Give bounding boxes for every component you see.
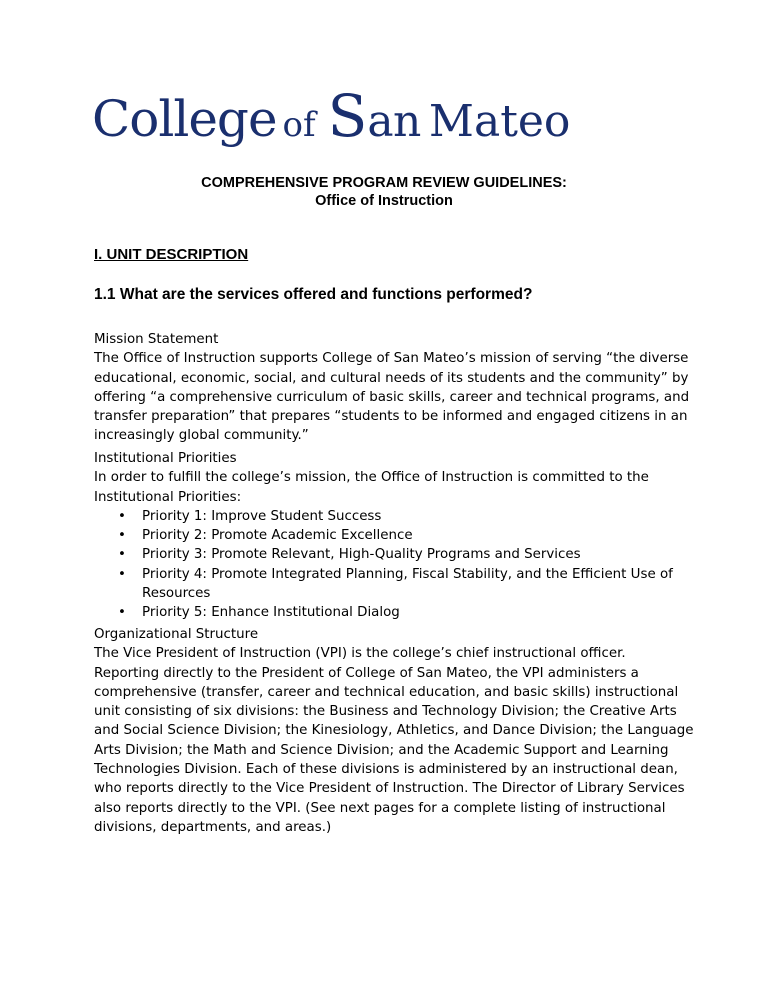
priority-text: Priority 1: Improve Student Success: [142, 508, 382, 524]
logo-word-mateo: Mateo: [428, 96, 571, 147]
organizational-structure-block: [94, 625, 694, 837]
priority-text: Priority 5: Enhance Institutional Dialog: [142, 605, 400, 621]
bullet-icon: •: [118, 605, 126, 621]
list-item: [94, 507, 694, 526]
college-logo: [92, 82, 570, 162]
mission-label: Mission Statement: [94, 332, 219, 347]
list-item: [94, 603, 694, 622]
title-line-2: Office of Instruction: [315, 193, 453, 209]
bullet-icon: •: [118, 547, 126, 563]
priority-text: Priority 3: Promote Relevant, High-Quality Programs and Services: [142, 547, 581, 563]
logo-letter-s: S: [327, 82, 368, 150]
section-heading: I. UNIT DESCRIPTION: [94, 246, 249, 263]
priorities-intro: In order to fulfill the college’s mission, the Office of Instruction is committed to the Institutional Priorities:: [94, 470, 649, 505]
priorities-label: Institutional Priorities: [94, 451, 237, 466]
bullet-icon: •: [118, 566, 126, 582]
document-title: [0, 174, 768, 210]
organization-text: The Vice President of Instruction (VPI) is the college’s chief instructional officer. Reporting directly to the President of College of San Mateo, the VPI administers a comprehensive (transfer, career and technical education, and basic skills) instructional unit consisting of six divisions: the Business and Technology Division; the Creative Arts and Social Science Division; the Kinesiology, Athletics, and Dance Division; the Language Arts Division; the Math and Science Division; and the Academic Support and Learning Technologies Division. Each of these divisions is administered by an instructional dean, who reports directly to the Vice President of Instruction. The Director of Library Services also reports directly to the VPI. (See next pages for a complete listing of instructional divisions, departments, and areas.): [94, 646, 694, 835]
mission-statement-block: [94, 330, 694, 446]
priorities-list: [94, 507, 694, 623]
logo-word-an: an: [367, 96, 421, 147]
bullet-icon: •: [118, 508, 126, 524]
priority-text: Priority 4: Promote Integrated Planning, Fiscal Stability, and the Efficient Use of Resources: [142, 566, 673, 602]
priority-text: Priority 2: Promote Academic Excellence: [142, 528, 413, 544]
list-item: [94, 545, 694, 564]
mission-text: The Office of Instruction supports College of San Mateo’s mission of serving “the diverse educational, economic, social, and cultural needs of its students and the community” by offering “a comprehensive curriculum of basic skills, career and technical programs, and transfer preparation” that prepares “students to be informed and engaged citizens in an increasingly global community.”: [94, 351, 690, 444]
title-line-1: COMPREHENSIVE PROGRAM REVIEW GUIDELINES:: [201, 175, 567, 191]
logo-word-of: of: [282, 105, 316, 145]
list-item: [94, 565, 694, 604]
institutional-priorities-block: [94, 449, 694, 623]
list-item: [94, 526, 694, 545]
logo-word-college: College: [92, 90, 277, 148]
organization-label: Organizational Structure: [94, 627, 259, 642]
section-subheading: 1.1 What are the services offered and functions performed?: [94, 286, 533, 303]
bullet-icon: •: [118, 528, 126, 544]
